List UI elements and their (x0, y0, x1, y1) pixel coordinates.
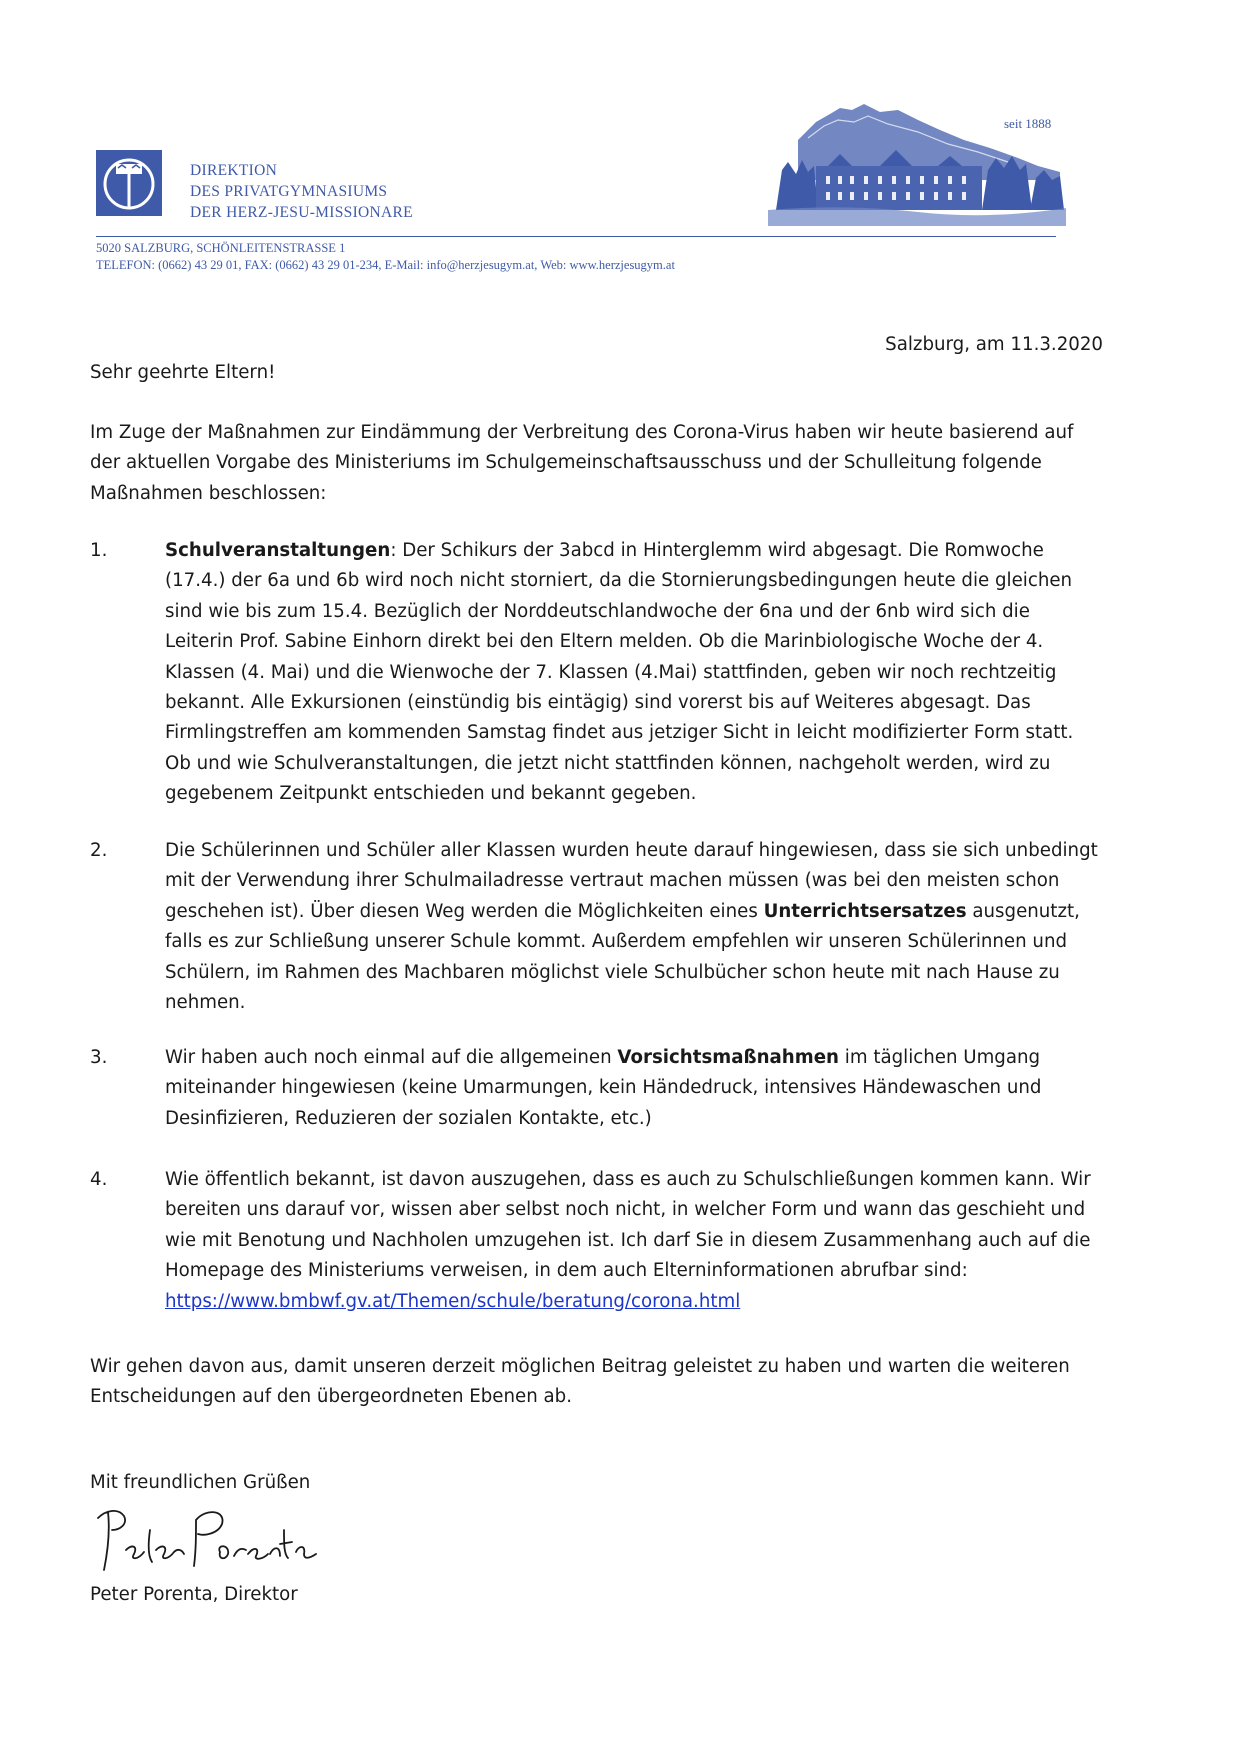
institution-name-line: DIREKTION (190, 162, 278, 179)
list-item-text (165, 536, 1100, 810)
institution-name-line: DER HERZ-JESU-MISSIONARE (190, 204, 413, 221)
list-item-bold: Unterrichtsersatzes (763, 900, 967, 922)
list-item-text (165, 1165, 1100, 1317)
list-item (90, 536, 1100, 810)
list-item-number: 3. (90, 1047, 108, 1068)
greeting: Mit freundlichen Grüßen (90, 1472, 311, 1493)
list-item-bold: Vorsichtsmaßnahmen (617, 1047, 839, 1068)
intro-paragraph (90, 418, 1100, 509)
school-crest-icon (96, 150, 162, 216)
signer-name: Peter Porenta, Direktor (90, 1584, 298, 1605)
list-item-bold: Schulveranstaltungen (165, 540, 391, 561)
list-item-text-after: im täglichen Umgang miteinander hingewiesen (keine Umarmungen, kein Händedruck, intensives Händewaschen und Desinfizieren, Reduzieren der sozialen Kontakte, etc.) (165, 1047, 1042, 1129)
list-item-text-before: Die Schülerinnen und Schüler aller Klassen wurden heute darauf hingewiesen, dass sie sich unbedingt mit der Verwendung ihrer Schulmailadresse vertraut machen müssen (was bei den meisten schon geschehen ist). Über diesen Weg werden die Möglichkeiten eines (165, 840, 1098, 922)
list-item-text (165, 836, 1100, 1018)
list-item-number: 2. (90, 840, 108, 861)
contact-line: TELEFON: (0662) 43 29 01, FAX: (0662) 43 29 01-234, E-Mail: info@herzjesugym.at, Web: www.herzjesugym.at (96, 258, 675, 272)
handwritten-signature (92, 1500, 332, 1576)
letterhead-address (96, 240, 675, 274)
ministry-corona-link[interactable]: https://www.bmbwf.gv.at/Themen/schule/beratung/corona.html (165, 1290, 741, 1312)
list-item (90, 1165, 1100, 1317)
place-date: Salzburg, am 11.3.2020 (885, 334, 1103, 355)
list-item-text-after: ausgenutzt, falls es zur Schließung unserer Schule kommt. Außerdem empfehlen wir unseren Schülerinnen und Schülern, im Rahmen des Machbaren möglichst viele Schulbücher schon heute mit nach Hause zu nehmen. (165, 900, 1080, 1014)
salutation: Sehr geehrte Eltern! (90, 362, 276, 383)
institution-name-line: DES PRIVATGYMNASIUMS (190, 183, 388, 200)
list-item (90, 836, 1100, 1018)
intro-text: Im Zuge der Maßnahmen zur Eindämmung der Verbreitung des Corona-Virus haben wir heute basierend auf der aktuellen Vorgabe des Ministeriums im Schulgemeinschaftsausschuss und der Schulleitung folgende Maßnahmen beschlossen: (90, 422, 1074, 504)
list-item-text-before: Wie öffentlich bekannt, ist davon auszugehen, dass es auch zu Schulschließungen kommen kann. Wir bereiten uns darauf vor, wissen aber selbst noch nicht, in welcher Form und wann das geschieht und wie mit Benotung und Nachholen umzugehen ist. Ich darf Sie in diesem Zusammenhang auch auf die Homepage des Ministeriums verweisen, in dem auch Elterninformationen abrufbar sind: (165, 1169, 1091, 1282)
closing-paragraph: Wir gehen davon aus, damit unseren derzeit möglichen Beitrag geleistet zu haben und warten die weiteren Entscheidungen auf den übergeordneten Ebenen ab. (90, 1356, 1070, 1408)
list-item-number: 4. (90, 1169, 108, 1190)
list-item-text-before: Wir haben auch noch einmal auf die allgemeinen (165, 1047, 618, 1068)
list-item (90, 1043, 1100, 1134)
list-item-text-after: : Der Schikurs der 3abcd in Hinterglemm wird abgesagt. Die Romwoche (17.4.) der 6a und 6b wird noch nicht storniert, da die Stornierungsbedingungen heute die gleichen sind wie bis zum 15.4. Bezüglich der Norddeutschlandwoche der 6na und der 6nb wird sich die Leiterin Prof. Sabine Einhorn direkt bei den Eltern melden. Ob die Marinbiologische Woche der 4. Klassen (4. Mai) und die Wienwoche der 7. Klassen (4.Mai) stattfinden, geben wir noch rechtzeitig bekannt. Alle Exkursionen (einstündig bis eintägig) sind vorerst bis auf Weiteres abgesagt. Das Firmlingstreffen am kommenden Samstag findet aus jetziger Sicht in leicht modifizierter Form statt. Ob und wie Schulveranstaltungen, die jetzt nicht stattfinden können, nachgeholt werden, wird zu gegebenem Zeitpunkt entschieden und bekannt gegeben. (165, 540, 1074, 805)
founding-year: seit 1888 (1004, 116, 1052, 131)
address-line: 5020 SALZBURG, SCHÖNLEITENSTRASSE 1 (96, 241, 346, 255)
list-item-number: 1. (90, 540, 108, 561)
letterhead-divider (96, 236, 1056, 237)
list-item-text (165, 1043, 1100, 1134)
institution-name (190, 160, 413, 223)
